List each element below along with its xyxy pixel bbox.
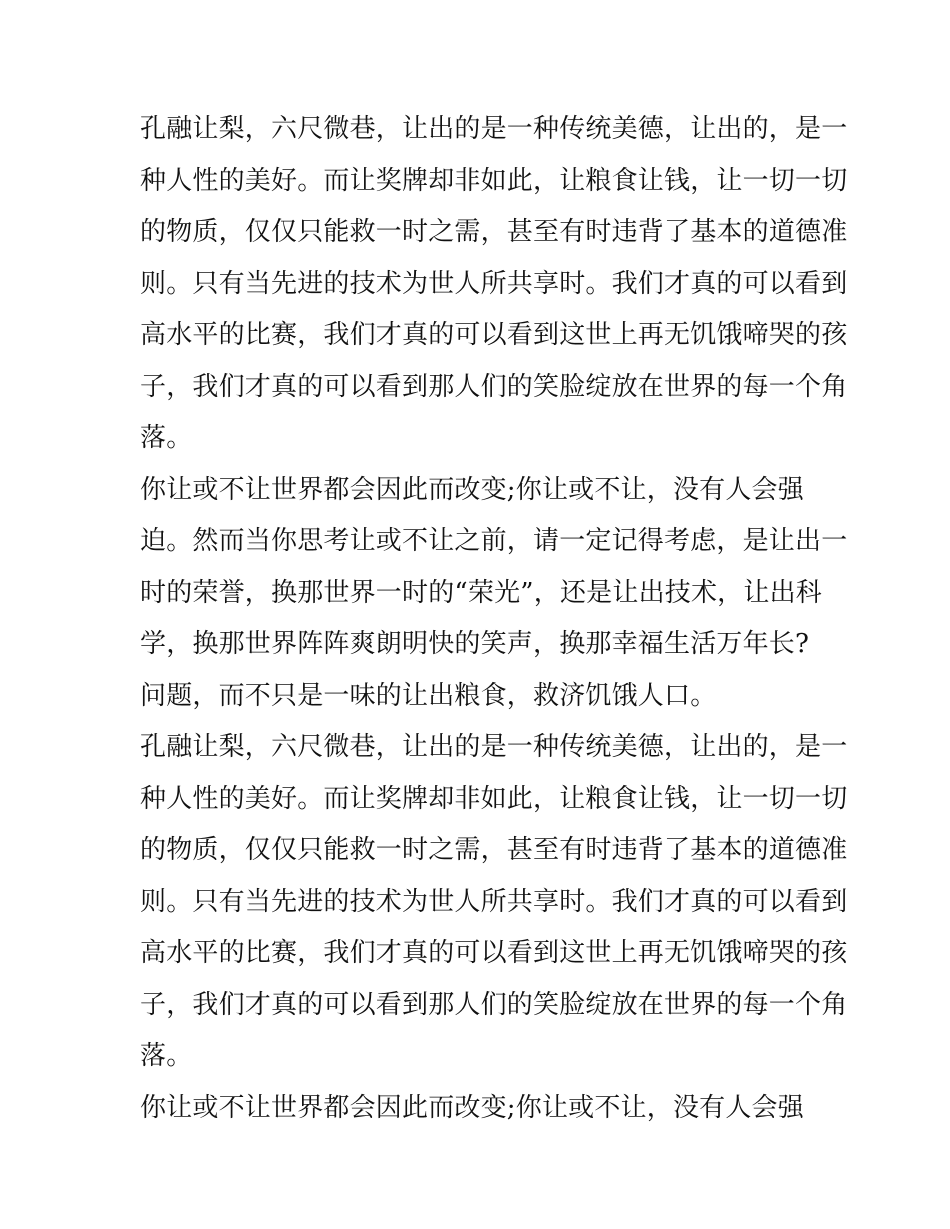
text-line: 种人性的美好。而让奖牌却非如此，让粮食让钱，让一切一切 [140,165,848,196]
text-line: 高水平的比赛，我们才真的可以看到这世上再无饥饿啼哭的孩 [140,938,848,968]
text-line: 的物质，仅仅只能救一时之需，甚至有时违背了基本的道德准 [140,835,848,865]
body-text [140,104,848,1134]
text-line: 迫。然而当你思考让或不让之前，请一定记得考虑，是让出一 [140,526,848,556]
text-line: 则。只有当先进的技术为世人所共享时。我们才真的可以看到 [140,886,848,917]
text-line: 问题，而不只是一味的让出粮食，救济饥饿人口。 [140,680,717,711]
text-line: 你让或不让世界都会因此而改变;你让或不让，没有人会强 [140,474,804,505]
text-line: 孔融让梨，六尺微巷，让出的是一种传统美德，让出的，是一 [140,114,848,144]
text-line: 子，我们才真的可以看到那人们的笑脸绽放在世界的每一个角 [140,989,848,1020]
text-line: 高水平的比赛，我们才真的可以看到这世上再无饥饿啼哭的孩 [140,320,848,350]
text-line: 的物质，仅仅只能救一时之需，甚至有时违背了基本的道德准 [140,217,848,247]
text-line: 你让或不让世界都会因此而改变;你让或不让，没有人会强 [140,1092,804,1123]
text-line: 落。 [140,1041,193,1071]
text-line: 种人性的美好。而让奖牌却非如此，让粮食让钱，让一切一切 [140,783,848,814]
text-line: 子，我们才真的可以看到那人们的笑脸绽放在世界的每一个角 [140,371,848,402]
text-line: 学，换那世界阵阵爽朗明快的笑声，换那幸福生活万年长? [140,629,810,659]
text-line: 时的荣誉，换那世界一时的“荣光”，还是让出技术，让出科 [140,577,822,608]
text-line: 孔融让梨，六尺微巷，让出的是一种传统美德，让出的，是一 [140,732,848,762]
text-line: 则。只有当先进的技术为世人所共享时。我们才真的可以看到 [140,268,848,299]
text-line: 落。 [140,423,193,453]
